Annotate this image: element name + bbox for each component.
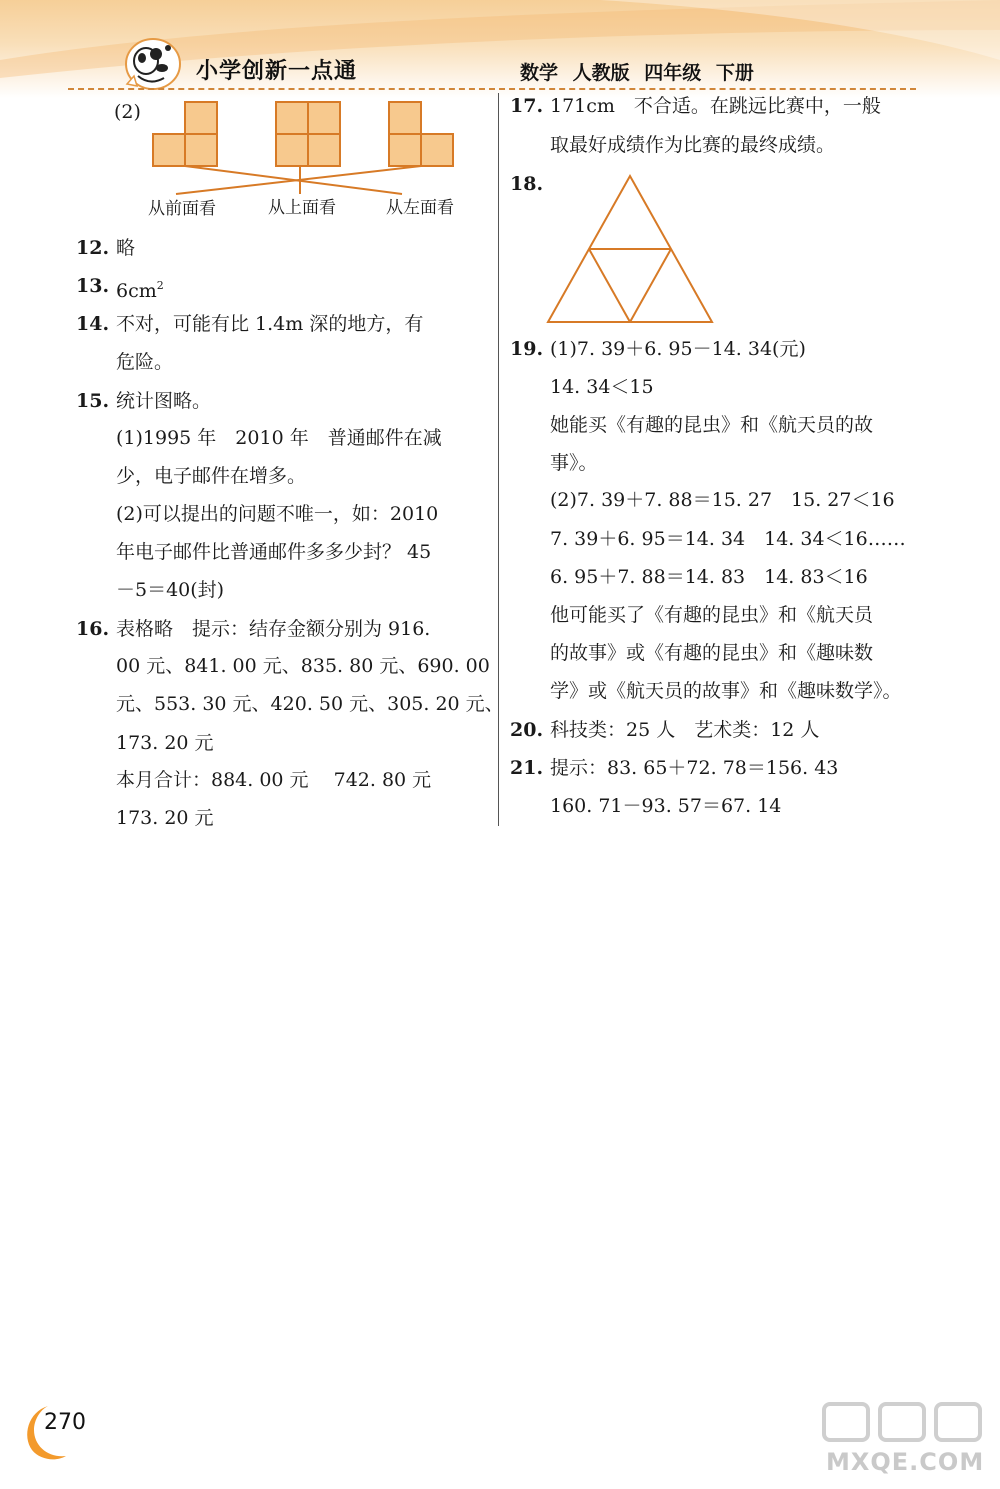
answer-text: (1)1995 年 2010 年 普通邮件在减 [116,427,442,449]
left-view-shape [389,102,453,166]
superscript: 2 [156,279,164,292]
answer-number: 20. [510,719,544,741]
book-meta: 数学 人教版 四年级 下册 [520,62,754,84]
answer-text: 本月合计：884. 00 元 742. 80 元 [116,769,432,791]
answer-text: 她能买《有趣的昆虫》和《航天员的故 [550,414,874,436]
answer-number: 12. [76,237,110,259]
answer-text: (1)7. 39＋6. 95－14. 34(元) [550,338,806,360]
answer-text: 元、553. 30 元、420. 50 元、305. 20 元、 [116,693,504,715]
left-view-label: 从左面看 [386,198,454,218]
answer-text: 的故事》或《有趣的昆虫》和《趣味数 [550,642,874,664]
watermark-text: MXQE.COM [826,1448,985,1476]
top-view-label: 从上面看 [268,198,336,218]
answer-text: 略 [116,237,136,259]
front-view-shape [153,102,217,166]
answer-number: 13. [76,275,110,297]
answer-text: 少，电子邮件在增多。 [116,465,307,487]
answer-number: 21. [510,757,544,779]
answer-text: (2)7. 39＋7. 88＝15. 27 15. 27＜16 [550,489,895,511]
answer-text: 年电子邮件比普通邮件多多少封？ 45 [116,541,432,563]
answer-text: 科技类：25 人 艺术类：12 人 [550,719,820,741]
answer-text: 173. 20 元 [116,732,214,754]
front-view-label: 从前面看 [148,199,216,219]
answer-text: 14. 34＜15 [550,376,654,398]
triangle-figure [540,168,720,328]
header-divider [68,88,916,90]
answer-text: 171cm 不合适。在跳远比赛中，一般 [550,95,881,117]
answer-text: $6cm^2$ [116,279,164,302]
answer-number: 19. [510,338,544,360]
answer-number: 14. [76,313,110,335]
answer-text: 表格略 提示：结存金额分别为 916. [116,618,431,640]
series-title: 小学创新一点通 [196,59,358,84]
page-number: 270 [44,1410,86,1435]
answer-text: 他可能买了《有趣的昆虫》和《航天员 [550,604,874,626]
answer-text: 事》。 [550,452,598,474]
answer-text: 危险。 [116,351,174,373]
answer-text: 7. 39＋6. 95＝14. 34 14. 34＜16…… [550,528,906,550]
column-divider [498,93,499,826]
answer-text: 173. 20 元 [116,807,214,829]
answer-text: 6. 95＋7. 88＝14. 83 14. 83＜16 [550,566,868,588]
answer-text: 取最好成绩作为比赛的最终成绩。 [550,134,836,156]
answer-number: 15. [76,390,110,412]
answer-text: 提示：83. 65＋72. 78＝156. 43 [550,757,839,779]
view-connector-lines [176,166,421,194]
answer-text: 统计图略。 [116,390,212,412]
answer-number: 17. [510,95,544,117]
figure-part-label: (2) [114,101,141,123]
answer-text: 学》或《航天员的故事》和《趣味数学》。 [550,680,902,702]
answer-number: 18. [510,173,544,195]
answer-text: (2)可以提出的问题不唯一，如：2010 [116,503,439,525]
mascot-icon [122,34,184,92]
answer-text: 00 元、841. 00 元、835. 80 元、690. 00 [116,655,490,677]
answer-number: 16. [76,618,110,640]
answer-text: －5＝40(封) [116,579,225,601]
answer-text: 不对，可能有比 1.4m 深的地方，有 [116,313,424,335]
answer-text: 160. 71－93. 57＝67. 14 [550,795,782,817]
top-view-shape [276,102,340,166]
